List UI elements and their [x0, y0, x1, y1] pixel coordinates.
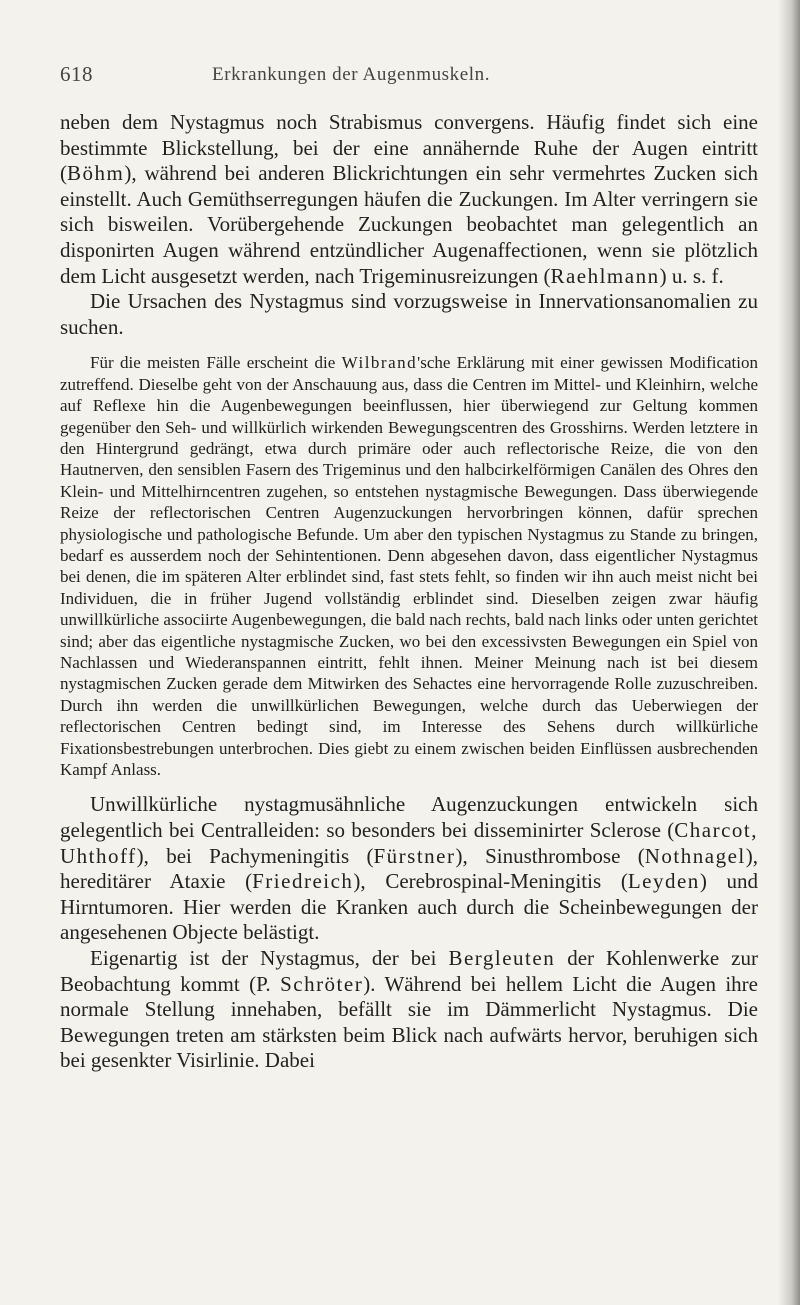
paragraph-4	[60, 792, 758, 946]
author-name: Wilbrand	[341, 353, 418, 373]
body-text	[60, 110, 758, 1074]
author-name: Raehlmann	[550, 263, 660, 288]
text-run: Für die meisten Fälle erscheint die	[90, 353, 342, 373]
author-name: Nothnagel	[644, 843, 746, 868]
text-run: 'sche Erklärung mit einer gewissen Modification zutreffend. Dieselbe geht von der Anschauung aus, dass die Centren im Mittel- und Kleinhirn, welche auf Reflexe hin die Augenbewegungen beeinflussen, hier überwiegend zur Geltung kommen gegenüber den Seh- und willkürlich wirkenden Bewegungscentren des Grosshirns. Werden letztere in den Hintergrund gedrängt, etwa durch primäre oder auch reflectorische Reize, die von den Hautnerven, den sensiblen Fasern des Trigeminus und den halbcirkelförmigen Canälen des Ohres den Klein- und Mittelhirncentren zugehen, so entstehen nystagmische Bewegungen. Dass überwiegende Reize der reflectorischen Centren Augenzuckungen hervorbringen können, dafür sprechen physiologische und pathologische Befunde. Um aber den typischen Nystagmus zu Stande zu bringen, bedarf es ausserdem noch der Sehintentionen. Denn abgesehen davon, dass eigentlicher Nystagmus bei denen, die im späteren Alter erblindet sind, fast stets fehlt, so finden wir ihn auch meist nicht bei Individuen, die in früher Jugend vollständig erblindet sind. Dieselben zeigen zwar häufig unwillkürliche associirte Augenbewegungen, die bald nach rechts, bald nach links oder unten gerichtet sind; aber das eigentliche nystagmische Zucken, wo bei den excessivsten Bewegungen ein Spiel von Nachlassen und Wiederanspannen eintritt, fehlt ihnen. Meiner Meinung nach ist bei diesem nystagmischen Zucken gerade dem Mitwirken des Sehactes eine hervorragende Rolle zuzuschreiben. Durch ihn werden die unwillkürlichen Bewegungen, welche durch das Ueberwiegen der reflectorischen Centren bedingt sind, im Interesse des Sehens durch willkürliche Fixationsbestrebungen unterbrochen. Dies giebt zu einem zwischen beiden Einflüssen ausbrechenden Kampf Anlass.	[60, 353, 758, 780]
author-name: Fürstner	[373, 843, 456, 868]
text-run: ), hereditärer Ataxie (	[60, 843, 758, 894]
page-header	[60, 62, 740, 92]
text-run: Eigenartig ist der Nystagmus, der bei	[90, 946, 449, 971]
text-run: ), während bei anderen Blickrichtungen ein sehr vermehrtes Zucken sich einstellt. Auch Gemüthserregungen häufen die Zuckungen. Im Alter verringern sie sich bisweilen. Vorübergehende Zuckungen beobachtet man gelegentlich an disponirten Augen während entzündlicher Augenaffectionen, wenn sie plötzlich dem Licht ausgesetzt werden, nach Trigeminusreizungen (	[60, 161, 758, 288]
running-head: Erkrankungen der Augenmuskeln.	[212, 64, 491, 85]
text-run: ), bei Pachymeningitis (	[136, 843, 374, 868]
text-run: ) und Hirntumoren. Hier werden die Kranken auch durch die Scheinbewegungen der angesehenen Objecte belästigt.	[60, 869, 758, 945]
paragraph-2: Die Ursachen des Nystagmus sind vorzugsweise in Innervationsanomalien zu suchen.	[60, 289, 758, 339]
text-run: ), Cerebrospinal-Meningitis (	[353, 869, 628, 894]
author-name: Schröter	[280, 971, 364, 996]
text-run: neben dem Nystagmus noch Strabismus convergens. Häufig findet sich eine bestimmte Blickstellung, bei der eine annähernde Ruhe der Augen eintritt (	[60, 110, 758, 186]
paragraph-1	[60, 110, 758, 289]
paragraph-3-small-print	[60, 352, 758, 780]
paragraph-5	[60, 946, 758, 1074]
text-run: Unwillkürliche nystagmusähnliche Augenzuckungen entwickeln sich gelegentlich bei Centralleiden: so besonders bei disseminirter Sclerose (	[60, 792, 758, 843]
text-run: ), Sinusthrombose (	[455, 843, 645, 868]
author-name: Friedreich	[252, 869, 354, 894]
page-edge-shadow	[778, 0, 800, 1305]
text-run: ). Während bei hellem Licht die Augen ihre normale Stellung innehaben, befällt sie im Dämmerlicht Nystagmus. Die Bewegungen treten am stärksten beim Blick nach aufwärts hervor, beruhigen sich bei gesenkter Visirlinie. Dabei	[60, 971, 758, 1073]
page-number: 618	[60, 62, 93, 86]
text-run: der Kohlenwerke zur Beobachtung kommt (P.	[60, 946, 758, 996]
author-name: Leyden	[627, 869, 700, 894]
emphasized-term: Bergleuten	[448, 946, 556, 971]
text-run: ) u. s. f.	[659, 263, 724, 288]
author-name: Böhm	[67, 161, 125, 186]
author-name: Charcot, Uhthoff	[60, 818, 758, 868]
